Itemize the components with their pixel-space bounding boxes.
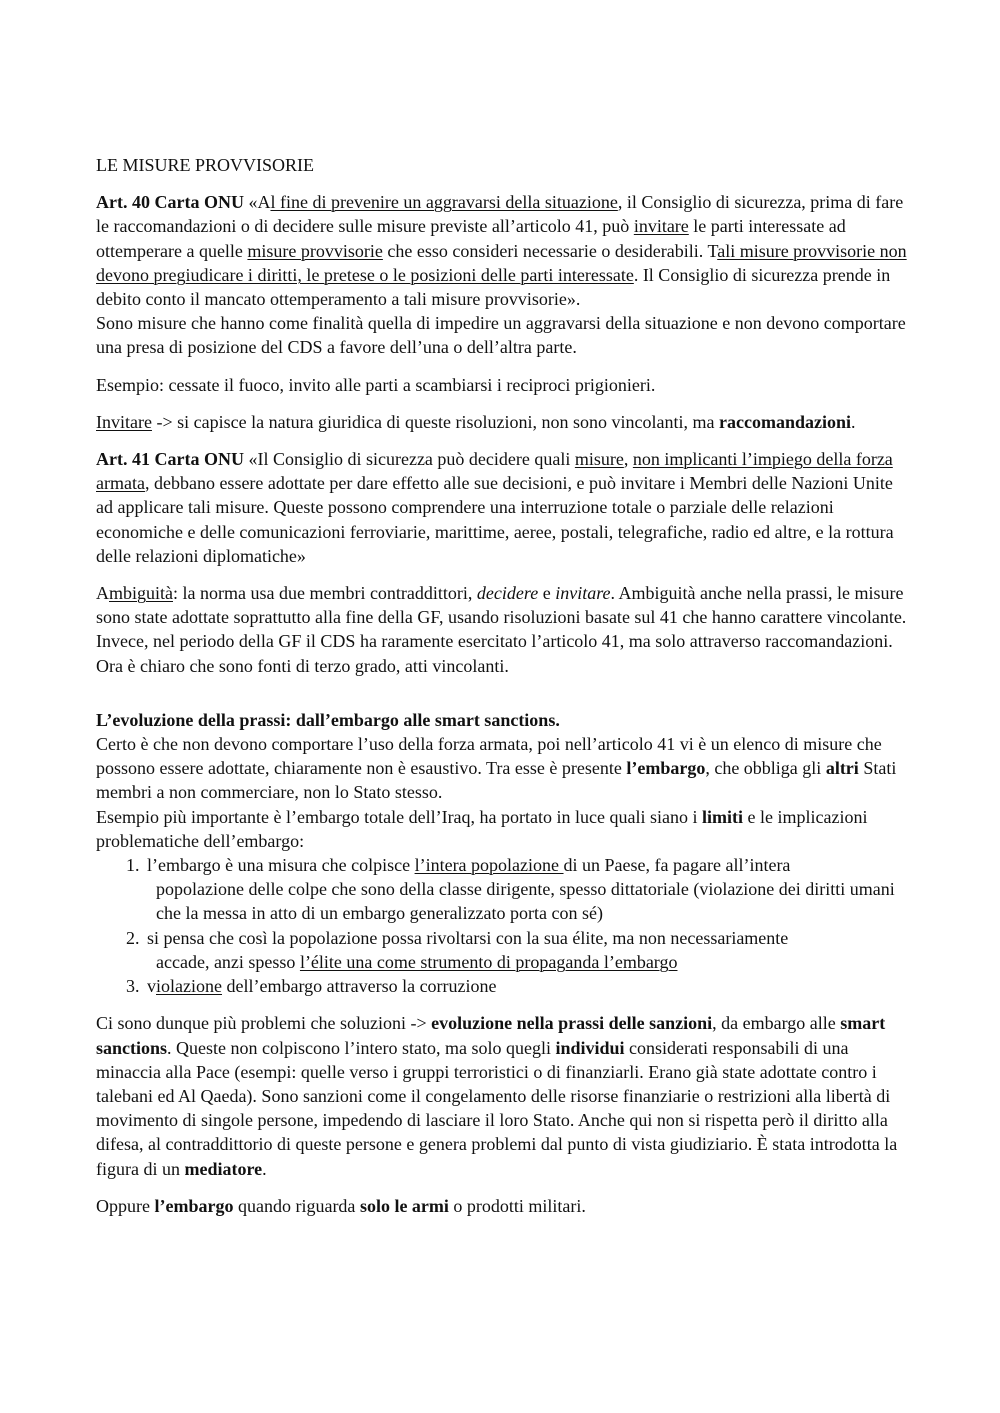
oppure-text-2: quando riguarda [233, 1195, 360, 1216]
evoluzione-text-3: Stati membri a non commerciare, non lo Stato stesso. [96, 758, 897, 803]
evoluzione-text-1: Certo è che non devono comportare l’uso della forza armata, poi nell’articolo 41 vi è un elenco di misure che possono essere adottate, chiaramente non è esaustivo. Tra esse è presente [96, 734, 882, 779]
list-item-1-underline: l’intera popolazione [414, 855, 564, 876]
conclusione-paragraph [96, 1011, 908, 1180]
evoluzione-paragraph-2 [96, 805, 908, 853]
evoluzione-bold-1: l’embargo [626, 758, 706, 779]
art40-underline-4: ali misure provvisorie non devono pregiudicare i diritti, le pretese o le posizioni delle parti interessate [96, 240, 907, 285]
document-page [96, 153, 908, 1218]
evoluzione-text-2: , che obbliga gli [705, 758, 826, 779]
ambiguita-paragraph [96, 581, 908, 678]
art41-label: Art. 41 Carta ONU [96, 449, 244, 470]
ambiguita-text-3: . Ambiguità anche nella prassi, le misure sono state adottate soprattutto alla fine della GF, usando risoluzioni basate sul 41 che hanno carattere vincolante. Invece, nel periodo della GF il CDS ha raramente esercitato l’articolo 41, ma solo attraverso raccomandazioni. Ora è chiaro che sono fonti di terzo grado, atti vincolanti. [96, 583, 907, 676]
art40-text-3: le parti interessate ad ottemperare a quelle [96, 216, 846, 261]
conclusione-text-3: . Queste non colpiscono l’intero stato, ma solo quegli [167, 1037, 556, 1058]
oppure-bold-2: solo le armi [359, 1195, 449, 1216]
art41-underline-1: misure [574, 449, 624, 470]
conclusione-text-1: Ci sono dunque più problemi che soluzioni -> [96, 1013, 432, 1034]
oppure-paragraph [96, 1194, 908, 1218]
evoluzione-text-5: e le implicazioni problematiche dell’embargo: [96, 806, 868, 851]
oppure-text-1: Oppure [96, 1195, 155, 1216]
art41-text-3: , debbano essere adottate per dare effetto alle sue decisioni, e può invitare i Membri delle Nazioni Unite ad applicare tali misure. Queste possono comprendere una interruzione totale o parziale delle relazioni economiche e delle comunicazioni ferroviarie, marittime, aeree, postali, telegrafiche, radio ed altre, e la rottura delle relazioni diplomatiche» [96, 473, 894, 566]
oppure-text-3: o prodotti militari. [448, 1195, 586, 1216]
ambiguita-text-2: e [538, 583, 556, 604]
evoluzione-title [96, 708, 908, 732]
ambiguita-italic-2: invitare [555, 583, 611, 604]
section-heading: LE MISURE PROVVISORIE [96, 155, 315, 175]
art40-label: Art. 40 Carta ONU [96, 192, 244, 213]
embargo-limits-list [96, 853, 908, 998]
art40-text-5: . Il Consiglio di sicurezza prende in debito conto il mancato ottemperamento a tali misure provvisorie». [96, 264, 891, 310]
art40-text-1: «A [243, 192, 271, 213]
art40-underline-1: l fine di prevenire un aggravarsi della situazione [270, 192, 618, 213]
list-item-3-text-a: v [147, 976, 156, 997]
list-item-1-text-a: l’embargo è una misura che colpisce [147, 855, 415, 876]
invitare-end: . [850, 411, 856, 432]
list-item-1-text-c: popolazione delle colpe che sono della classe dirigente, spesso dittatoriale (violazione dei diritti umani che la messa in atto di un embargo generalizzato porta con sé) [156, 879, 895, 924]
art40-text-2: , il Consiglio di sicurezza, prima di fare le raccomandazioni o di decidere sulle misure previste all’articolo 41, può [96, 192, 904, 237]
conclusione-bold-4: mediatore [184, 1158, 263, 1179]
list-item [126, 853, 908, 926]
oppure-bold-1: l’embargo [154, 1195, 234, 1216]
evoluzione-bold-3: limiti [702, 806, 743, 827]
art41-underline-2: non implicanti l’impiego della forza armata [96, 449, 893, 494]
art40-underline-2: invitare [633, 216, 689, 237]
evoluzione-paragraph-1 [96, 732, 908, 805]
evoluzione-title-text: L’evoluzione della prassi: dall’embargo alle smart sanctions. [96, 709, 560, 730]
conclusione-bold-3: individui [555, 1037, 625, 1058]
list-item-2-text-b: accade, anzi spesso [156, 951, 300, 972]
list-item [126, 974, 908, 998]
conclusione-bold-1: evoluzione nella prassi delle sanzioni [431, 1013, 713, 1034]
list-item-2-text-a: si pensa che così la popolazione possa rivoltarsi con la sua élite, ma non necessariamente [147, 927, 789, 948]
conclusione-text-4: considerati responsabili di una minaccia alla Pace (esempi: quelle verso i gruppi terroristici o di finanziarli. Erano già state adottate contro i talebani ed Al Qaeda). Sono sanzioni come il congelamento delle risorse finanziarie o restrizioni alla libertà di movimento di singole persone, impedendo di lasciare il loro Stato. Anche qui non si rispetta però il diritto alla difesa, al contraddittorio di queste persone e genera problemi dal punto di vista giudiziario. È stata introdotta la figura di un [96, 1037, 898, 1179]
ambiguita-text-1: : la norma usa due membri contraddittori, [173, 583, 477, 604]
art41-paragraph [96, 447, 908, 568]
example-paragraph: Esempio: cessate il fuoco, invito alle parti a scambiarsi i reciproci prigionieri. [96, 374, 656, 395]
art40-underline-3: misure provvisorie [247, 240, 383, 261]
ambiguita-italic-1: decidere [476, 583, 539, 604]
invitare-bold: raccomandazioni [718, 411, 851, 432]
list-item-3-text-b: dell’embargo attraverso la corruzione [221, 976, 497, 997]
list-item-2-underline: l’élite una come strumento di propaganda l’embargo [299, 951, 678, 972]
list-item-1-text-b: di un Paese, fa pagare all’intera [563, 855, 791, 876]
list-number: 2. [126, 927, 140, 948]
art41-text-2: , [623, 449, 633, 470]
conclusione-bold-2: smart sanctions [96, 1013, 886, 1058]
invitare-term: Invitare [96, 411, 152, 432]
art40-text-4: che esso consideri necessarie o desiderabili. T [382, 240, 718, 261]
list-item-3-underline: iolazione [156, 976, 222, 997]
invitare-paragraph [96, 410, 908, 434]
list-number: 1. [126, 855, 140, 876]
art41-text-1: «Il Consiglio di sicurezza può decidere quali [243, 449, 575, 470]
conclusione-end: . [262, 1158, 267, 1179]
art40-explanation: Sono misure che hanno come finalità quella di impedire un aggravarsi della situazione e non devono comportare una presa di posizione del CDS a favore dell’una o dell’altra parte. [96, 313, 906, 358]
list-number: 3. [126, 976, 140, 997]
ambiguita-underline: mbiguità [109, 583, 173, 604]
evoluzione-bold-2: altri [825, 758, 859, 779]
ambiguita-text-0: A [96, 583, 109, 604]
evoluzione-text-4: Esempio più importante è l’embargo totale dell’Iraq, ha portato in luce quali siano i [96, 806, 702, 827]
list-item [126, 926, 908, 974]
art40-paragraph [96, 190, 908, 311]
conclusione-text-2: , da embargo alle [712, 1013, 841, 1034]
list-item-2-cont [147, 950, 908, 974]
invitare-text: -> si capisce la natura giuridica di queste risoluzioni, non sono vincolanti, ma [151, 411, 719, 432]
